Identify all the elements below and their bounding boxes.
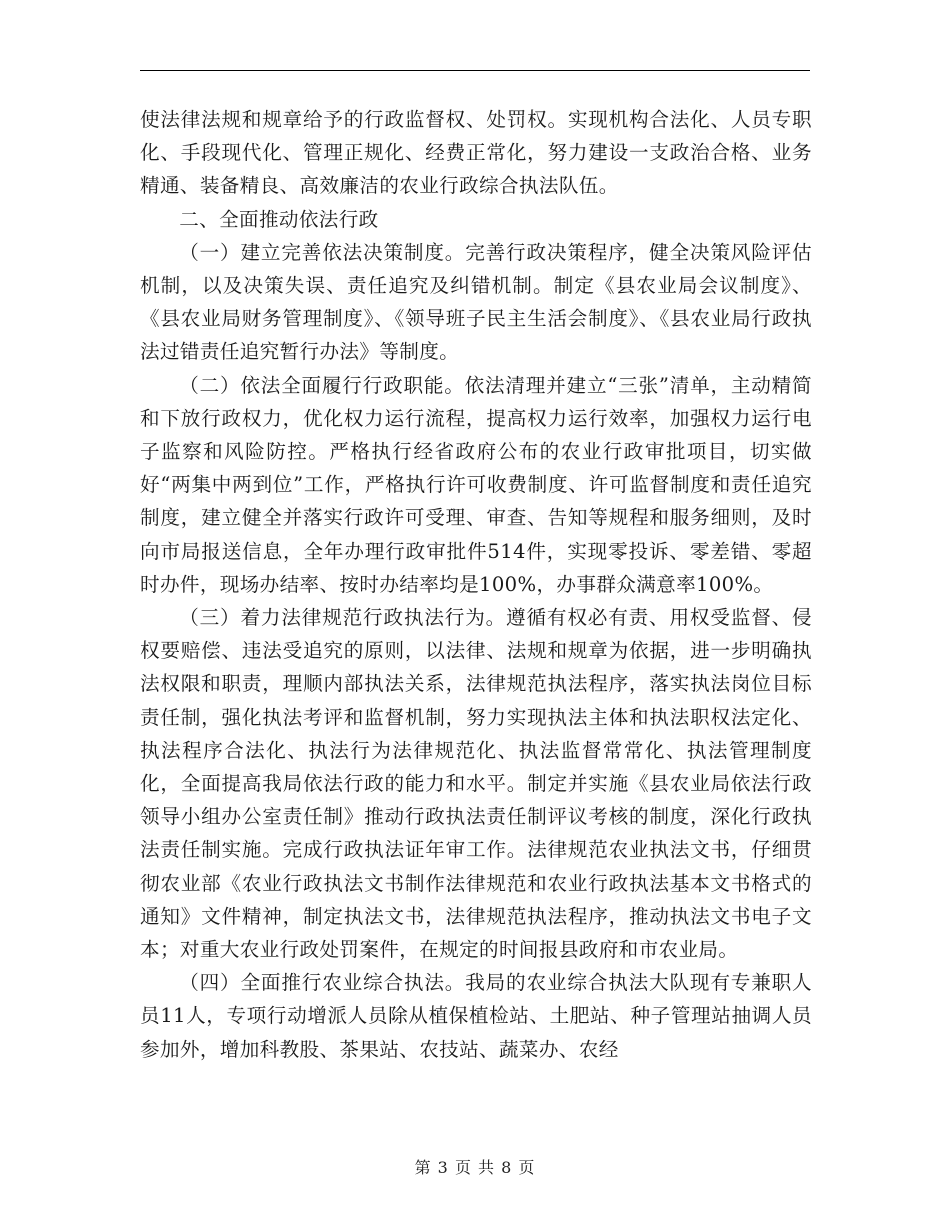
document-body	[140, 103, 812, 1066]
header-rule	[140, 70, 810, 71]
paragraph-law-enforcement: （三）着力法律规范行政执法行为。遵循有权必有责、用权受监督、侵权要赔偿、违法受追究的原则，以法律、法规和规章为依据，进一步明确执法权限和职责，理顺内部执法关系，法律规范执法程序，落实执法岗位目标责任制，强化执法考评和监督机制，努力实现执法主体和执法职权法定化、执法程序合法化、执法行为法律规范化、执法监督常常化、执法管理制度化，全面提高我局依法行政的能力和水平。制定并实施《县农业局依法行政领导小组办公室责任制》推动行政执法责任制评议考核的制度，深化行政执法责任制实施。完成行政执法证年审工作。法律规范农业执法文书，仔细贯彻农业部《农业行政执法文书制作法律规范和农业行政执法基本文书格式的通知》文件精神，制定执法文书，法律规范执法程序，推动执法文书电子文本；对重大农业行政处罚案件，在规定的时间报县政府和市农业局。	[140, 606, 812, 962]
paragraph-decision-system: （一）建立完善依法决策制度。完善行政决策程序，健全决策风险评估机制，以及决策失误、责任追究及纠错机制。制定《县农业局会议制度》、《县农业局财务管理制度》、《领导班子民主生活会制度》、《县农业局行政执法过错责任追究暂行办法》等制度。	[140, 240, 812, 364]
paragraph-continuation: 使法律法规和规章给予的行政监督权、处罚权。实现机构合法化、人员专职化、手段现代化、管理正规化、经费正常化，努力建设一支政治合格、业务精通、装备精良、高效廉洁的农业行政综合执法队伍。	[140, 108, 812, 198]
paragraph-administrative-duties: （二）依法全面履行行政职能。依法清理并建立“三张”清单，主动精简和下放行政权力，优化权力运行流程，提高权力运行效率，加强权力运行电子监察和风险防控。严格执行经省政府公布的农业行政审批项目，切实做好“两集中两到位”工作，严格执行许可收费制度、许可监督制度和责任追究制度，建立健全并落实行政许可受理、审查、告知等规程和服务细则，及时向市局报送信息，全年办理行政审批件514件，实现零投诉、零差错、零超时办件，现场办结率、按时办结率均是100%，办事群众满意率100%。	[140, 373, 812, 596]
section-heading: 二、全面推动依法行政	[179, 207, 379, 231]
paragraph-comprehensive-enforcement: （四）全面推行农业综合执法。我局的农业综合执法大队现有专兼职人员11人，专项行动增派人员除从植保植检站、土肥站、种子管理站抽调人员参加外，增加科教股、茶果站、农技站、蔬菜办、农经	[140, 971, 812, 1061]
page-number: 第 3 页 共 8 页	[414, 1158, 536, 1177]
